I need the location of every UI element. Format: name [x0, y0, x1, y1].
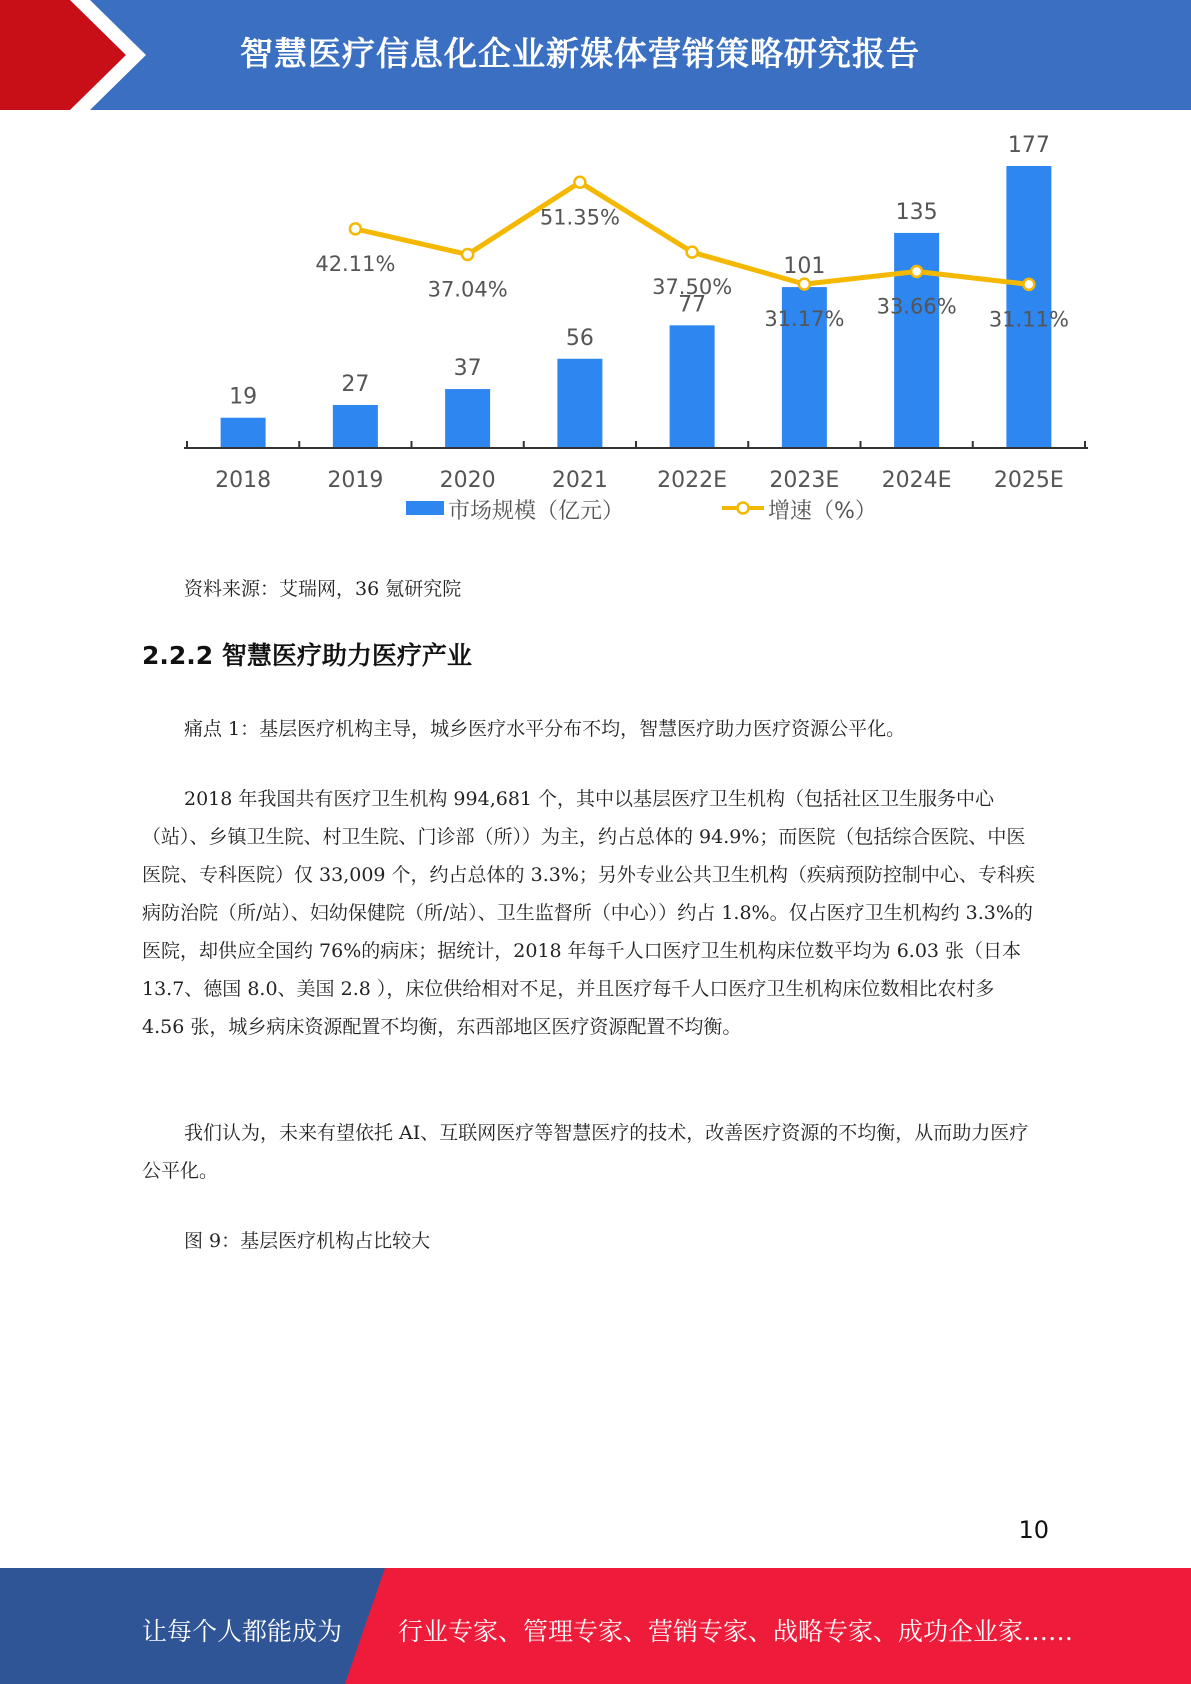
- page-footer: [0, 1568, 1191, 1684]
- report-title: 智慧医疗信息化企业新媒体营销策略研究报告: [240, 34, 920, 73]
- growth-value-label: 42.11%: [315, 251, 396, 276]
- pain-point-paragraph: 痛点 1：基层医疗机构主导，城乡医疗水平分布不均，智慧医疗助力医疗资源公平化。: [184, 718, 906, 740]
- source-note: 资料来源：艾瑞网，36 氪研究院: [184, 578, 462, 600]
- page-number: 10: [1018, 1516, 1049, 1544]
- body-paragraph: 2018 年我国共有医疗卫生机构 994,681 个，其中以基层医疗卫生机构（包括社区卫生服务中心（站）、乡镇卫生院、村卫生院、门诊部（所））为主，约占总体的 94.9%；而医院（包括综合医院、中医医院、专科医院）仅 33,009 个，约占总体的 3.3%；另外专业公共卫生机构（疾病预防控制中心、专科疾病防治院（所/站）、妇幼保健院（所/站）、卫生监督所（中心））约占 1.8%。仅占医疗卫生机构约 3.3%的医院，却供应全国约 76%的病床；据统计，2018 年每千人口医疗卫生机构床位数平均为 6.03 张（日本 13.7、德国 8.0、美国 2.8 ），床位供给相对不足，并且医疗每千人口医疗卫生机构床位数相比农村多 4.56 张，城乡病床资源配置不均衡，东西部地区医疗资源配置不均衡。: [142, 788, 1035, 1038]
- legend-line-marker: [738, 503, 749, 514]
- x-tick-label: 2024E: [881, 468, 952, 493]
- bar-value-label: 27: [341, 371, 370, 397]
- x-tick-label: 2019: [327, 468, 384, 493]
- conclusion-paragraph: 我们认为，未来有望依托 AI、互联网医疗等智慧医疗的技术，改善医疗资源的不均衡，从而助力医疗公平化。: [142, 1122, 1029, 1182]
- x-tick-label: 2018: [215, 468, 272, 493]
- growth-point: [1023, 279, 1034, 290]
- bar-2022E: [670, 325, 715, 448]
- footer-slogan-right: 行业专家、管理专家、营销专家、战略专家、成功企业家……: [398, 1617, 1074, 1646]
- bar-value-label: 19: [229, 384, 258, 410]
- bar-2018: [221, 418, 266, 448]
- growth-value-label: 37.04%: [427, 277, 508, 302]
- legend-bar-swatch: [406, 501, 444, 515]
- x-tick-label: 2023E: [769, 468, 840, 493]
- growth-value-label: 33.66%: [876, 294, 957, 319]
- bar-value-label: 56: [565, 325, 594, 351]
- growth-point: [911, 266, 922, 277]
- x-tick-label: 2025E: [993, 468, 1064, 493]
- legend-line-label: 增速（%）: [768, 499, 877, 524]
- bar-value-label: 37: [453, 356, 482, 382]
- growth-point: [687, 247, 698, 258]
- legend-bar-label: 市场规模（亿元）: [448, 499, 625, 524]
- bar-value-label: 101: [783, 254, 826, 280]
- market-size-chart: [170, 115, 1100, 535]
- bar-2021: [557, 359, 602, 448]
- bar-2020: [445, 389, 490, 448]
- footer-slogan-left: 让每个人都能成为: [142, 1617, 343, 1646]
- growth-point: [799, 279, 810, 290]
- figure-caption: 图 9：基层医疗机构占比较大: [184, 1230, 431, 1252]
- section-heading: 2.2.2 智慧医疗助力医疗产业: [142, 641, 472, 670]
- bar-2019: [333, 405, 378, 448]
- growth-point: [350, 223, 361, 234]
- x-tick-label: 2021: [551, 468, 608, 493]
- page-header: [0, 0, 1191, 110]
- growth-value-label: 31.11%: [988, 307, 1069, 332]
- bar-value-label: 135: [895, 199, 938, 225]
- x-tick-label: 2022E: [657, 468, 728, 493]
- growth-value-label: 51.35%: [539, 205, 620, 230]
- x-tick-label: 2020: [439, 468, 496, 493]
- growth-point: [574, 177, 585, 188]
- growth-point: [462, 249, 473, 260]
- bar-value-label: 177: [1007, 133, 1050, 158]
- growth-value-label: 31.17%: [764, 307, 845, 332]
- growth-value-label: 37.50%: [652, 275, 733, 300]
- bar-value-label: 77: [678, 292, 707, 318]
